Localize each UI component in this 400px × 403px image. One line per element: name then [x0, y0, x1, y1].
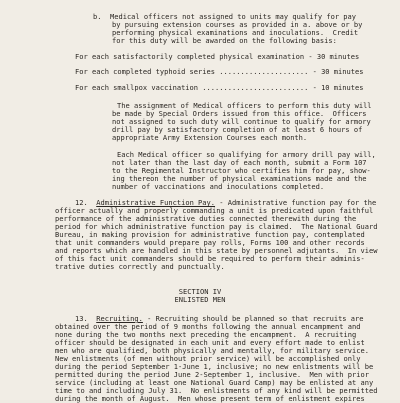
- para-13-line: permitted during the period June 2-September 1, inclusive. Men with prior: [55, 370, 369, 379]
- para-13-title: Recruiting.: [96, 314, 143, 323]
- para-12-line: officer actually and properly commanding a unit is predicated upon faithful: [55, 206, 374, 215]
- para-assign-line: drill pay by satisfactory completion of at least 6 hours of: [112, 125, 363, 134]
- para-each-line: number of vaccinations and inoculations completed.: [112, 182, 325, 191]
- para-13-line: New enlistments (of men without prior service) will be accomplished only: [55, 354, 361, 363]
- para-b-line: b. Medical officers not assigned to units may qualify for pay: [93, 12, 357, 21]
- section-heading: SECTION IV: [178, 287, 222, 296]
- para-13-line: service (including at least one National Guard Camp) may be enlisted at any: [55, 378, 374, 387]
- para-13-text: - Recruiting should be planned so that recruits are: [142, 314, 364, 323]
- para-assign-line: appropriate Army Extension Courses each month.: [112, 133, 308, 142]
- para-assign-line: not assigned to such duty will continue to qualify for armory: [112, 117, 371, 126]
- para-13-line: time to and including July 31. No enlistments of any kind will be permitted: [55, 386, 378, 395]
- para-13-line: none during the two months next preceding the encampment. A recruiting: [55, 330, 357, 339]
- section-subheading: ENLISTED MEN: [174, 295, 226, 304]
- para-12-line: trative duties correctly and punctually.: [55, 262, 225, 271]
- para-b-line: for this duty will be awarded on the following basis:: [112, 36, 337, 45]
- para-12-number: 12.: [75, 198, 88, 207]
- para-b-line: by pursuing extension courses as provided in a. above or by: [112, 20, 363, 29]
- para-13-number: 13.: [75, 314, 88, 323]
- credit-item: For each smallpox vaccination ......................... - 10 minutes: [75, 83, 364, 92]
- para-each-line: not later than the last day of each month, submit a Form 107: [112, 158, 367, 167]
- para-12-line: that unit commanders would prepare pay rolls, Forms 100 and other records: [55, 238, 365, 247]
- para-each-line: ing thereon the number of physical examinations made and the: [112, 174, 367, 183]
- para-assign-line: be made by Special Orders issued from this office. Officers: [112, 109, 367, 118]
- para-13-line: during the period September 1-June 1, inclusive; no new enlistments will be: [55, 362, 374, 371]
- para-13-line: officer should be designated in each unit and every effort made to enlist: [55, 338, 365, 347]
- para-12-text: - Administrative function pay for the: [215, 198, 377, 207]
- credit-item: For each completed typhoid series ..................... - 30 minutes: [75, 67, 364, 76]
- para-12-title: Administrative Function Pay.: [96, 198, 216, 207]
- para-assign-line: The assignment of Medical officers to perform this duty will: [117, 101, 372, 110]
- para-12-line: Bureau, in making provision for administrative function pay, contemplated: [55, 230, 365, 239]
- para-13-first-line: [75, 315, 364, 322]
- para-12-line: period for which administrative function pay is claimed. The National Guard: [55, 222, 378, 231]
- para-12-line: of this fact unit commanders should be required to perform their adminis-: [55, 254, 365, 263]
- para-each-line: to the Regimental Instructor who certifies him for pay, show-: [112, 166, 371, 175]
- para-b-line: performing physical examinations and inoculations. Credit: [112, 28, 359, 37]
- para-12-first-line: [75, 199, 376, 206]
- para-13-line: men who are qualified, both physically and mentally, for military service.: [55, 346, 369, 355]
- para-12-line: performance of the administrative duties connected therewith during the: [55, 214, 357, 223]
- para-each-line: Each Medical officer so qualifying for armory drill pay will,: [117, 150, 376, 159]
- credit-item: For each satisfactorily completed physical examination - 30 minutes: [75, 52, 360, 61]
- para-12-line: and reports which are handled in this state by personnel adjutants. In view: [55, 246, 378, 255]
- para-13-line: obtained over the period of 9 months following the annual encampment and: [55, 322, 361, 331]
- para-13-line: during the month of August. Men whose present term of enlistment expires: [55, 394, 365, 403]
